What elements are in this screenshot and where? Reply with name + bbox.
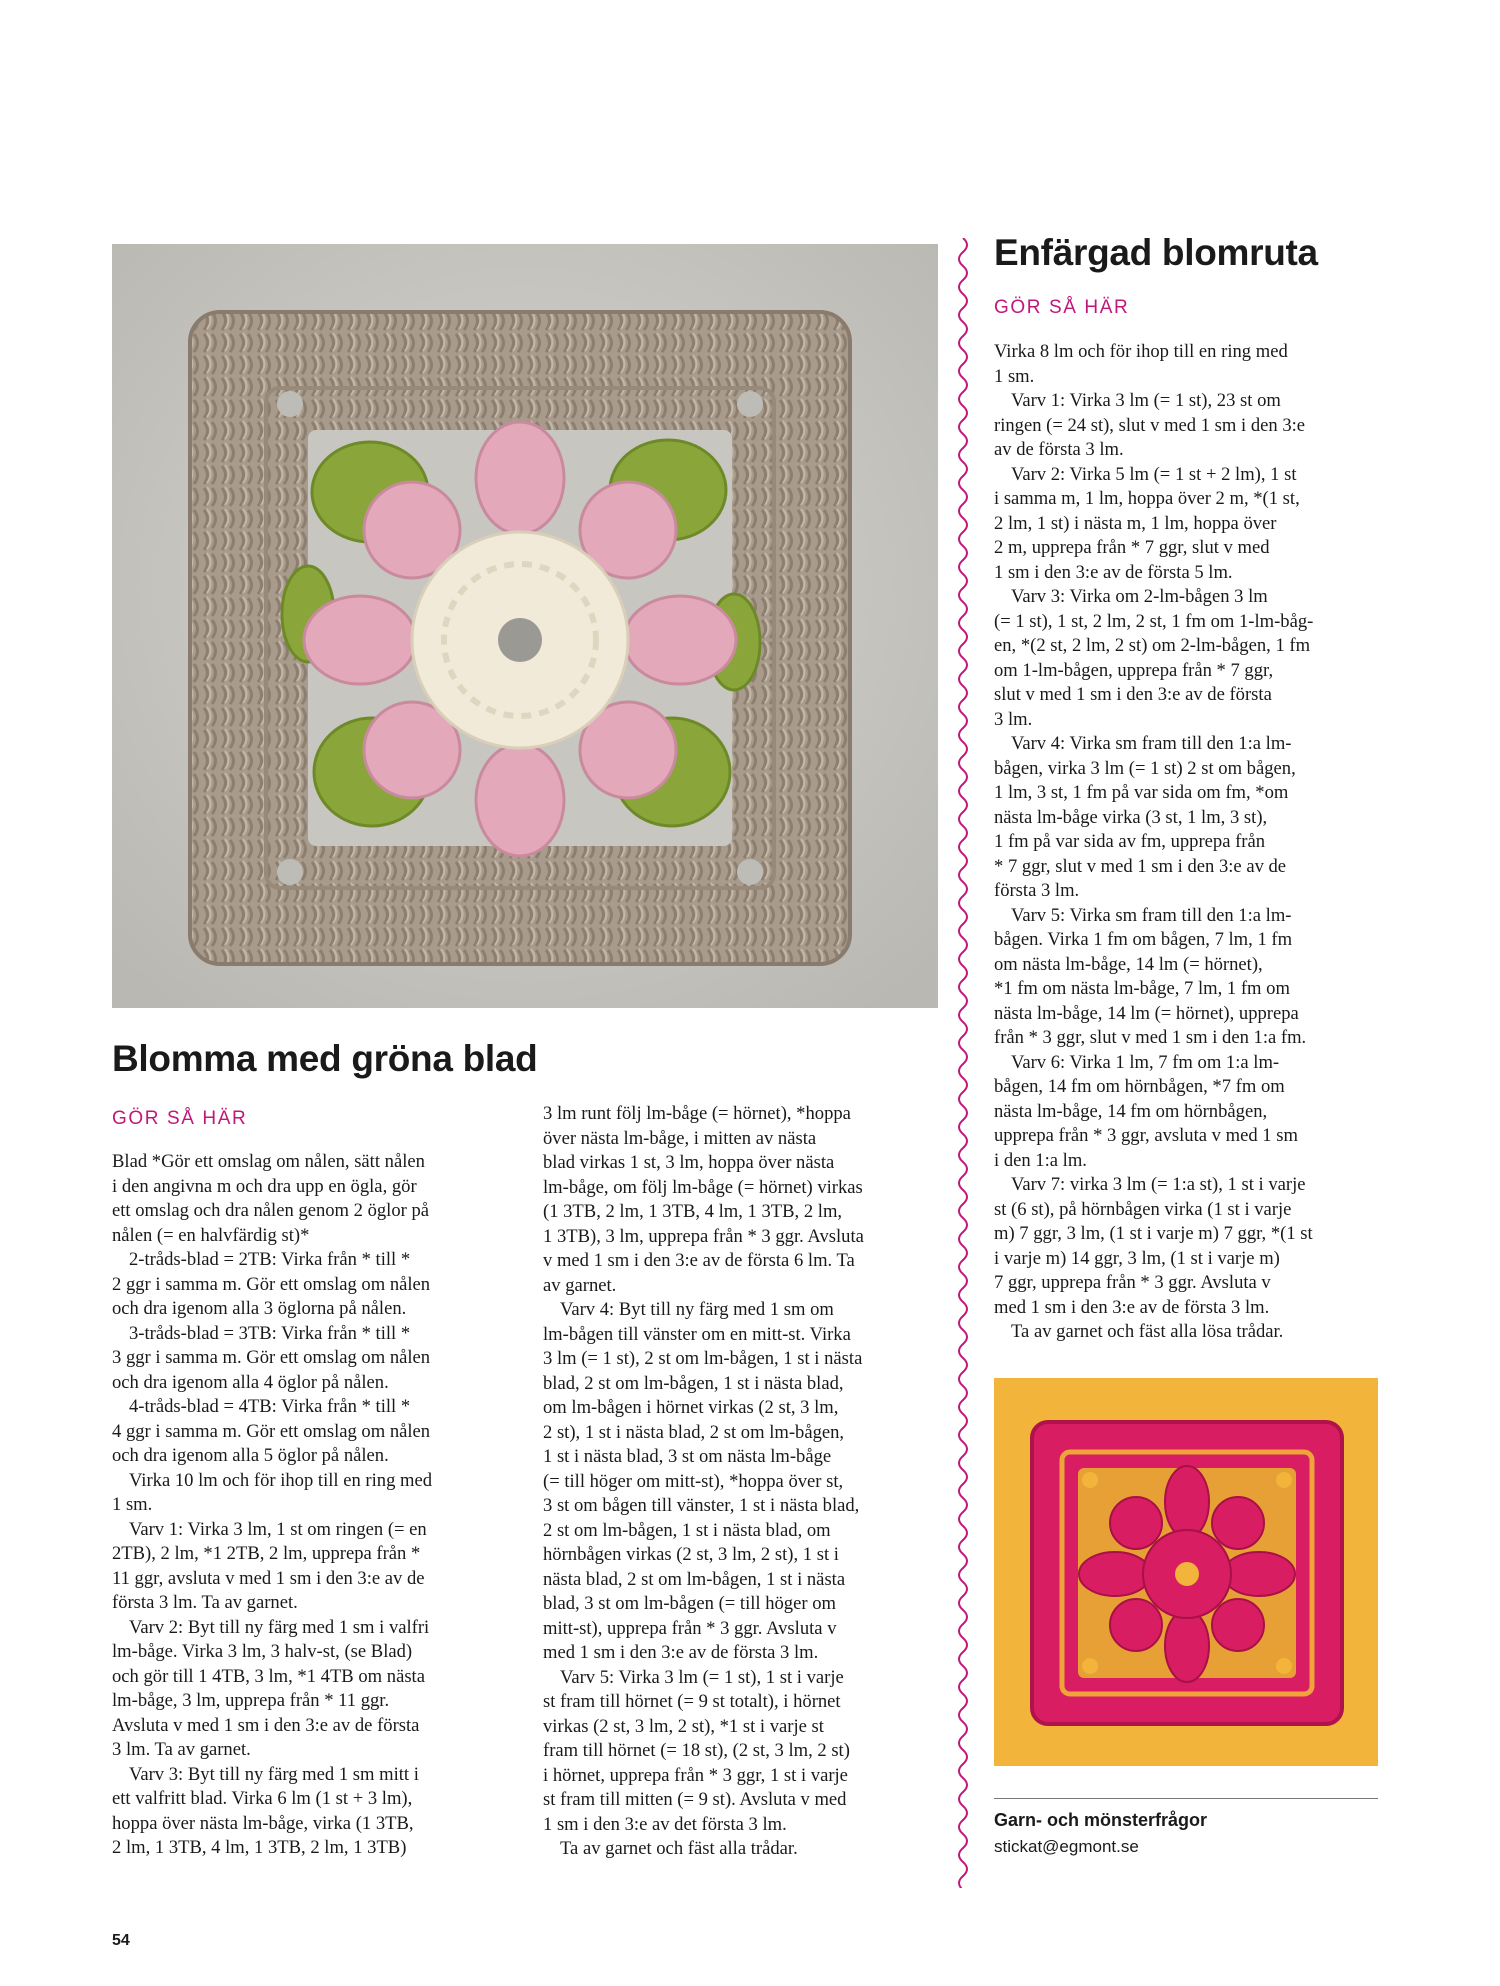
text-line: 1 fm på var sida av fm, upprepa från	[994, 831, 1266, 852]
text-line: slut v med 1 sm i den 3:e av de första	[994, 684, 1272, 705]
text-line: 2 lm, 1 st) i nästa m, 1 lm, hoppa över	[994, 512, 1277, 534]
text-line: och dra igenom alla 5 öglor på nålen.	[112, 1445, 389, 1466]
text-line: hoppa över nästa lm-båge, virka (1 3TB,	[112, 1812, 414, 1834]
text-line: blad, 2 st om lm-bågen, 1 st i nästa blad,	[543, 1372, 844, 1394]
text-line: 2-tråds-blad = 2TB: Virka från * till *	[129, 1249, 411, 1270]
text-line: nålen (= en halvfärdig st)*	[112, 1224, 310, 1246]
text-line: Varv 1: Virka 3 lm (= 1 st), 23 st om	[1011, 390, 1281, 411]
text-line: lm-båge. Virka 3 lm, 3 halv-st, (se Blad)	[112, 1641, 413, 1662]
text-line: i hörnet, upprepa från * 3 ggr, 1 st i varje	[543, 1764, 848, 1786]
text-line: och gör till 1 4TB, 3 lm, *1 4TB om nästa	[112, 1665, 425, 1687]
text-line: (= till höger om mitt-st), *hoppa över st,	[543, 1470, 844, 1492]
text-line: om nästa lm-båge, 14 lm (= hörnet),	[994, 953, 1263, 975]
text-line: Varv 2: Byt till ny färg med 1 sm i valfri	[129, 1616, 430, 1638]
text-line: Avsluta v med 1 sm i den 3:e av de första	[112, 1714, 420, 1736]
text-line: 3 ggr i samma m. Gör ett omslag om nålen	[112, 1347, 431, 1368]
text-line: och dra igenom alla 4 öglor på nålen.	[112, 1371, 389, 1393]
text-line: upprepa från * 3 ggr, avsluta v med 1 sm	[994, 1125, 1298, 1146]
text-line: (= 1 st), 1 st, 2 lm, 2 st, 1 fm om 1-lm-båg-	[994, 610, 1314, 632]
text-line: 2TB), 2 lm, *1 2TB, 2 lm, upprepa från *	[112, 1543, 421, 1564]
text-line: 3 st om bågen till vänster, 1 st i nästa blad,	[543, 1495, 860, 1516]
text-line: Varv 5: Virka sm fram till den 1:a lm-	[1011, 904, 1292, 926]
text-line: 1 sm i den 3:e av de första 5 lm.	[994, 561, 1233, 583]
text-line: st fram till mitten (= 9 st). Avsluta v med	[543, 1789, 847, 1810]
text-line: bågen, 14 fm om hörnbågen, *7 fm om	[994, 1076, 1285, 1097]
text-line: nästa lm-båge virka (3 st, 1 lm, 3 st),	[994, 806, 1268, 828]
text-line: 1 3TB), 3 lm, upprepa från * 3 ggr. Avsluta	[543, 1225, 864, 1247]
text-line: nästa lm-båge, 14 lm (= hörnet), upprepa	[994, 1002, 1299, 1024]
text-line: om 1-lm-bågen, upprepa från * 7 ggr,	[994, 659, 1274, 681]
text-line: och dra igenom alla 3 öglorna på nålen.	[112, 1298, 407, 1319]
text-line: ett omslag och dra nålen genom 2 öglor på	[112, 1200, 430, 1221]
text-line: 1 sm.	[112, 1494, 153, 1515]
text-line: * 7 ggr, slut v med 1 sm i den 3:e av de	[994, 855, 1287, 877]
contact-heading: Garn- och mönsterfrågor	[994, 1810, 1208, 1830]
text-line: Virka 8 lm och för ihop till en ring med	[994, 341, 1288, 362]
text-line: 4-tråds-blad = 4TB: Virka från * till *	[129, 1396, 411, 1417]
text-line: 1 st i nästa blad, 3 st om nästa lm-båge	[543, 1446, 832, 1467]
text-line: blad, 3 st om lm-bågen (= till höger om	[543, 1593, 836, 1614]
text-line: i den angivna m och dra upp en ögla, gör	[112, 1175, 417, 1197]
text-line: från * 3 ggr, slut v med 1 sm i den 1:a fm.	[994, 1027, 1307, 1048]
main-photo	[112, 244, 938, 1008]
text-line: 3 lm runt följ lm-båge (= hörnet), *hoppa	[543, 1103, 851, 1124]
text-line: ett valfritt blad. Virka 6 lm (1 st + 3 lm),	[112, 1788, 413, 1809]
text-line: virkas (2 st, 3 lm, 2 st), *1 st i varje st	[543, 1715, 824, 1737]
text-line: Varv 3: Virka om 2-lm-bågen 3 lm	[1011, 586, 1268, 607]
text-line: 2 lm, 1 3TB, 4 lm, 1 3TB, 2 lm, 1 3TB)	[112, 1837, 407, 1858]
right-article-subhead: GÖR SÅ HÄR	[994, 297, 1130, 318]
text-line: av de första 3 lm.	[994, 439, 1124, 460]
text-line: 2 m, upprepa från * 7 ggr, slut v med	[994, 537, 1270, 558]
left-article-subhead: GÖR SÅ HÄR	[112, 1108, 248, 1129]
text-line: 3-tråds-blad = 3TB: Virka från * till *	[129, 1322, 411, 1344]
text-line: blad virkas 1 st, 3 lm, hoppa över nästa	[543, 1152, 835, 1173]
text-line: 2 st), 1 st i nästa blad, 2 st om lm-bågen,	[543, 1421, 845, 1443]
text-line: st fram till hörnet (= 9 st totalt), i hörnet	[543, 1691, 841, 1712]
text-line: 3 lm (= 1 st), 2 st om lm-bågen, 1 st i nästa	[543, 1348, 863, 1369]
text-line: Varv 1: Virka 3 lm, 1 st om ringen (= en	[129, 1518, 427, 1540]
text-line: lm-bågen till vänster om en mitt-st. Virka	[543, 1323, 851, 1345]
text-line: första 3 lm. Ta av garnet.	[112, 1592, 298, 1613]
text-line: en, *(2 st, 2 lm, 2 st) om 2-lm-bågen, 1 fm	[994, 635, 1311, 656]
text-line: ringen (= 24 st), slut v med 1 sm i den 3:e	[994, 414, 1306, 436]
text-line: fram till hörnet (= 18 st), (2 st, 3 lm, 2 st)	[543, 1740, 850, 1761]
text-line: hörnbågen virkas (2 st, 3 lm, 2 st), 1 st i	[543, 1544, 839, 1565]
text-line: 11 ggr, avsluta v med 1 sm i den 3:e av de	[112, 1567, 425, 1589]
text-line: Ta av garnet och fäst alla trådar.	[560, 1838, 798, 1859]
text-line: Varv 2: Virka 5 lm (= 1 st + 2 lm), 1 st	[1011, 463, 1297, 485]
text-line: i samma m, 1 lm, hoppa över 2 m, *(1 st,	[994, 488, 1300, 509]
text-line: lm-båge, 3 lm, upprepa från * 11 ggr.	[112, 1690, 390, 1711]
text-line: 1 sm i den 3:e av det första 3 lm.	[543, 1813, 787, 1835]
text-line: 2 ggr i samma m. Gör ett omslag om nålen	[112, 1273, 431, 1295]
contact-rule	[994, 1798, 1378, 1799]
text-line: st (6 st), på hörnbågen virka (1 st i varje	[994, 1198, 1292, 1220]
right-article-column	[994, 340, 1313, 1345]
text-line: första 3 lm.	[994, 880, 1080, 901]
text-line: *1 fm om nästa lm-båge, 7 lm, 1 fm om	[994, 978, 1290, 999]
text-line: med 1 sm i den 3:e av de första 3 lm.	[994, 1296, 1270, 1318]
text-line: Blad *Gör ett omslag om nålen, sätt nålen	[112, 1151, 425, 1172]
text-line: bågen. Virka 1 fm om bågen, 7 lm, 1 fm	[994, 929, 1293, 950]
text-line: nästa lm-båge, 14 fm om hörnbågen,	[994, 1100, 1268, 1122]
text-line: lm-båge, om följ lm-båge (= hörnet) virkas	[543, 1176, 863, 1198]
text-line: Virka 10 lm och för ihop till en ring med	[129, 1469, 433, 1491]
right-article-title: Enfärgad blomruta	[994, 232, 1318, 273]
text-line: mitt-st), upprepa från * 3 ggr. Avsluta v	[543, 1617, 837, 1639]
text-line: Varv 4: Virka sm fram till den 1:a lm-	[1011, 733, 1292, 754]
left-article-column-1	[112, 1150, 432, 1861]
text-line: 2 st om lm-bågen, 1 st i nästa blad, om	[543, 1519, 831, 1541]
text-line: Varv 3: Byt till ny färg med 1 sm mitt i	[129, 1763, 419, 1785]
text-line: över nästa lm-båge, i mitten av nästa	[543, 1127, 817, 1149]
text-line: av garnet.	[543, 1274, 617, 1296]
small-photo	[994, 1378, 1378, 1766]
contact-email[interactable]: stickat@egmont.se	[994, 1837, 1139, 1856]
text-line: Varv 4: Byt till ny färg med 1 sm om	[560, 1299, 834, 1320]
text-line: i den 1:a lm.	[994, 1149, 1087, 1171]
text-line: v med 1 sm i den 3:e av de första 6 lm. Ta	[543, 1250, 855, 1271]
crochet-pink-square-photo	[994, 1378, 1378, 1766]
text-line: 1 lm, 3 st, 1 fm på var sida om fm, *om	[994, 782, 1289, 803]
text-line: 7 ggr, upprepa från * 3 ggr. Avsluta v	[994, 1272, 1271, 1293]
crochet-flower-square-photo	[112, 244, 938, 1008]
text-line: Varv 6: Virka 1 lm, 7 fm om 1:a lm-	[1011, 1051, 1280, 1073]
text-line: 1 sm.	[994, 365, 1035, 387]
text-line: i varje m) 14 ggr, 3 lm, (1 st i varje m)	[994, 1247, 1280, 1269]
page-number: 54	[112, 1932, 130, 1949]
text-line: m) 7 ggr, 3 lm, (1 st i varje m) 7 ggr, *(1 st	[994, 1223, 1313, 1244]
text-line: om lm-bågen i hörnet virkas (2 st, 3 lm,	[543, 1397, 839, 1418]
text-line: Varv 7: virka 3 lm (= 1:a st), 1 st i varje	[1011, 1174, 1306, 1195]
text-line: 4 ggr i samma m. Gör ett omslag om nålen	[112, 1420, 431, 1442]
text-line: (1 3TB, 2 lm, 1 3TB, 4 lm, 1 3TB, 2 lm,	[543, 1201, 843, 1222]
text-line: 3 lm. Ta av garnet.	[112, 1739, 251, 1760]
wavy-divider	[956, 238, 970, 1888]
text-line: Ta av garnet och fäst alla lösa trådar.	[1011, 1321, 1284, 1342]
left-article-title: Blomma med gröna blad	[112, 1038, 538, 1079]
text-line: nästa blad, 2 st om lm-bågen, 1 st i nästa	[543, 1568, 846, 1590]
text-line: Varv 5: Virka 3 lm (= 1 st), 1 st i varje	[560, 1666, 844, 1688]
left-article-column-2	[543, 1102, 864, 1862]
text-line: bågen, virka 3 lm (= 1 st) 2 st om bågen,	[994, 757, 1296, 779]
text-line: 3 lm.	[994, 708, 1033, 730]
text-line: med 1 sm i den 3:e av de första 3 lm.	[543, 1642, 819, 1663]
